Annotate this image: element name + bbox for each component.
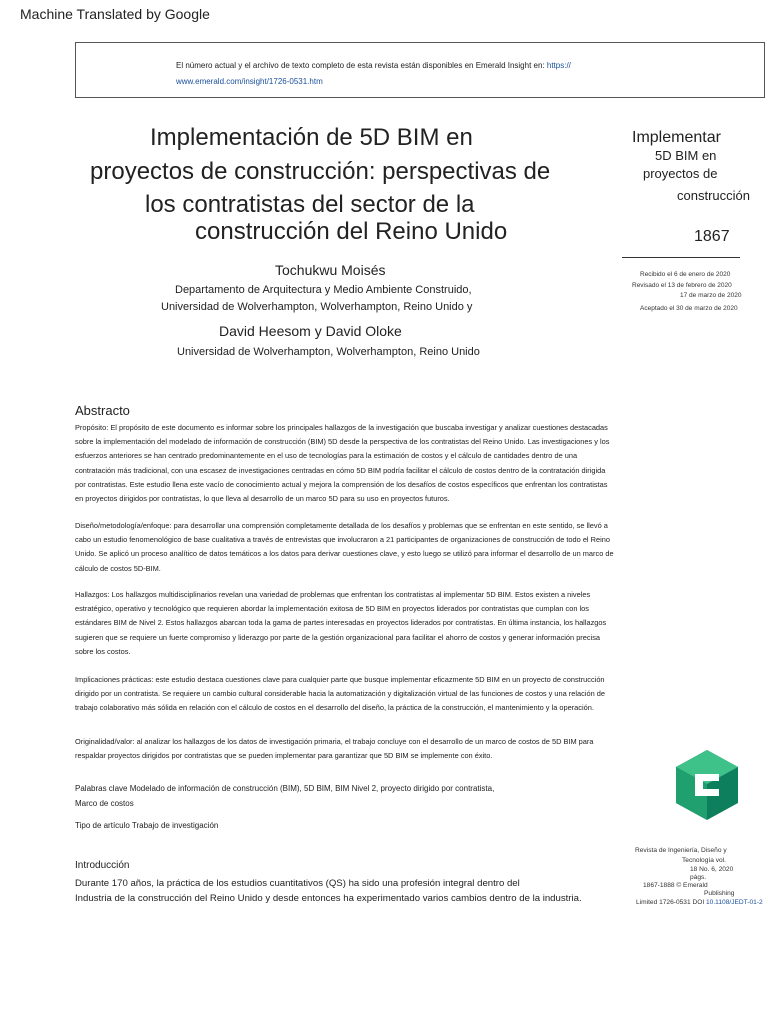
title-line-1: Implementación de 5D BIM en <box>150 124 473 151</box>
received-date: Recibido el 6 de enero de 2020 <box>640 271 731 278</box>
notice-sentence: El número actual y el archivo de texto completo de esta revista están disponibles en Emerald Insight en: <box>176 61 547 70</box>
abstract-purpose: Propósito: El propósito de este documento es informar sobre los principales hallazgos de la investigación que buscaba investigar y analizar cuestiones destacadas sobre la implementación del modelado de información de construcción (BIM) 5D desde la perspectiva de los contratistas del Reino Unido. Las investigaciones y los esfuerzos anteriores se han centrado predominantemente en el uso de tecnologías para la estimación de costos y el cálculo de cantidades dentro de una contratación más tradicional, con una escasez de investigaciones centradas en cómo 5D BIM podría facilitar el cálculo de costos dentro de la contratación dirigida por contratistas. Este estudio llena este vacío de conocimiento actual y mejora la comprensión de los desafíos de costos específicos que enfrentan los contratistas en proyectos dirigidos por contratistas, lo que lleva al desarrollo de un marco 5D para su uso en proyectos futuros. <box>75 423 610 504</box>
side-title-line-3: proyectos de <box>643 166 718 181</box>
emerald-publishing-logo <box>676 750 738 820</box>
journal-line-1: Revista de Ingeniería, Diseño y <box>635 847 727 854</box>
journal-line-2: Tecnología vol. <box>682 857 726 864</box>
affiliation-1-line-2: Universidad de Wolverhampton, Wolverhampton, Reino Unido y <box>161 301 473 313</box>
abstract-originality: Originalidad/valor: al analizar los hallazgos de los datos de investigación primaria, el trabajo concluye con el desarrollo de un marco de costos de 5D BIM para respaldar proyectos dirigidos por contratistas que se pueden implementar para garantizar que 5D BIM se implemente con éxito. <box>75 737 594 761</box>
title-line-2: proyectos de construcción: perspectivas de <box>90 158 551 185</box>
side-title-line-4: construcción <box>677 188 750 203</box>
journal-line-3: 18 No. 6, 2020 <box>690 866 734 873</box>
insight-link-part1[interactable]: https:// <box>546 61 571 70</box>
revised-date-2: 17 de marzo de 2020 <box>680 292 742 299</box>
abstract-heading: Abstracto <box>75 403 130 418</box>
title-line-4: construcción del Reino Unido <box>195 218 508 245</box>
introduction-heading: Introducción <box>75 860 130 871</box>
insight-link-part2[interactable]: www.emerald.com/insight/1726-0531.htm <box>176 77 323 86</box>
abstract-design: Diseño/metodología/enfoque: para desarrollar una comprensión completamente detallada de los desafíos y problemas que se enfrentan en este sentido, se llevó a cabo un estudio fenomenológico de base cualitativa a través de entrevistas que involucraron a 21 participantes de organizaciones de construcción de todo el Reino Unido. Se aplicó un proceso analítico de datos temáticos a los datos para derivar cuestiones clave, y esto luego se utilizó para informar el desarrollo de un marco de cálculo de costos 5D-BIM. <box>75 521 614 573</box>
article-type: Tipo de artículo Trabajo de investigación <box>75 821 219 830</box>
journal-line-6: Publishing <box>704 890 735 897</box>
author-1: Tochukwu Moisés <box>275 262 386 278</box>
side-title-line-2: 5D BIM en <box>655 148 717 163</box>
journal-line-7 <box>636 899 768 906</box>
side-title-line-1: Implementar <box>632 129 721 146</box>
notice-text <box>176 58 606 90</box>
affiliation-2: Universidad de Wolverhampton, Wolverhampton, Reino Unido <box>177 346 480 358</box>
translation-banner: Machine Translated by Google <box>20 6 210 22</box>
keywords-line-1: Palabras clave Modelado de información de construcción (BIM), 5D BIM, BIM Nivel 2, proyecto dirigido por contratista, <box>75 784 495 793</box>
revised-date-1: Revisado el 13 de febrero de 2020 <box>632 282 732 289</box>
author-2: David Heesom y David Oloke <box>219 323 402 339</box>
introduction-line-1: Durante 170 años, la práctica de los estudios cuantitativos (QS) ha sido una profesión integral dentro del <box>75 878 520 889</box>
accepted-date: Aceptado el 30 de marzo de 2020 <box>640 305 738 312</box>
keywords-line-2: Marco de costos <box>75 799 134 808</box>
title-line-3: los contratistas del sector de la <box>145 191 475 218</box>
abstract-findings: Hallazgos: Los hallazgos multidisciplinarios revelan una variedad de problemas que enfrentan los contratistas al implementar 5D BIM. Estos existen a niveles estratégico, operativo y tecnológico que requieren abordar la implementación exitosa de 5D BIM en proyectos liderados por contratistas que cumplan con los estándares BIM de Nivel 2. Estos hallazgos abarcan toda la gama de partes interesadas en proyectos liderados por contratistas. En última instancia, los hallazgos sugieren que se requiere un fuerte compromiso y liderazgo por parte de la gestión organizacional para facilitar el ahorro de costos y generar información precisa sobre los costos. <box>75 590 607 656</box>
doi-link[interactable]: 10.1108/JEDT-01-2 <box>706 899 763 906</box>
abstract-implications: Implicaciones prácticas: este estudio destaca cuestiones clave para cualquier parte que busque implementar eficazmente 5D BIM en un proyecto de construcción dirigido por un contratista. Se requiere un cambio cultural considerable hacia la automatización y digitalización virtual de las funciones de costos y una relación de trabajo colaborativo más sólida en relación con el cálculo de costos en el desarrollo del diseño, la práctica de la construcción, el mantenimiento y la operación. <box>75 675 605 713</box>
journal-line-4: págs. <box>690 874 707 881</box>
availability-notice <box>75 42 765 98</box>
introduction-line-2: Industria de la construcción del Reino Unido y desde entonces ha experimentado varios cambios dentro de la industria. <box>75 893 582 904</box>
journal-issn: Limited 1726-0531 DOI <box>636 899 707 906</box>
affiliation-1-line-1: Departamento de Arquitectura y Medio Ambiente Construido, <box>175 284 472 296</box>
journal-line-5: 1867-1888 © Emerald <box>643 882 708 889</box>
page-number: 1867 <box>694 228 730 245</box>
side-divider <box>622 257 740 258</box>
